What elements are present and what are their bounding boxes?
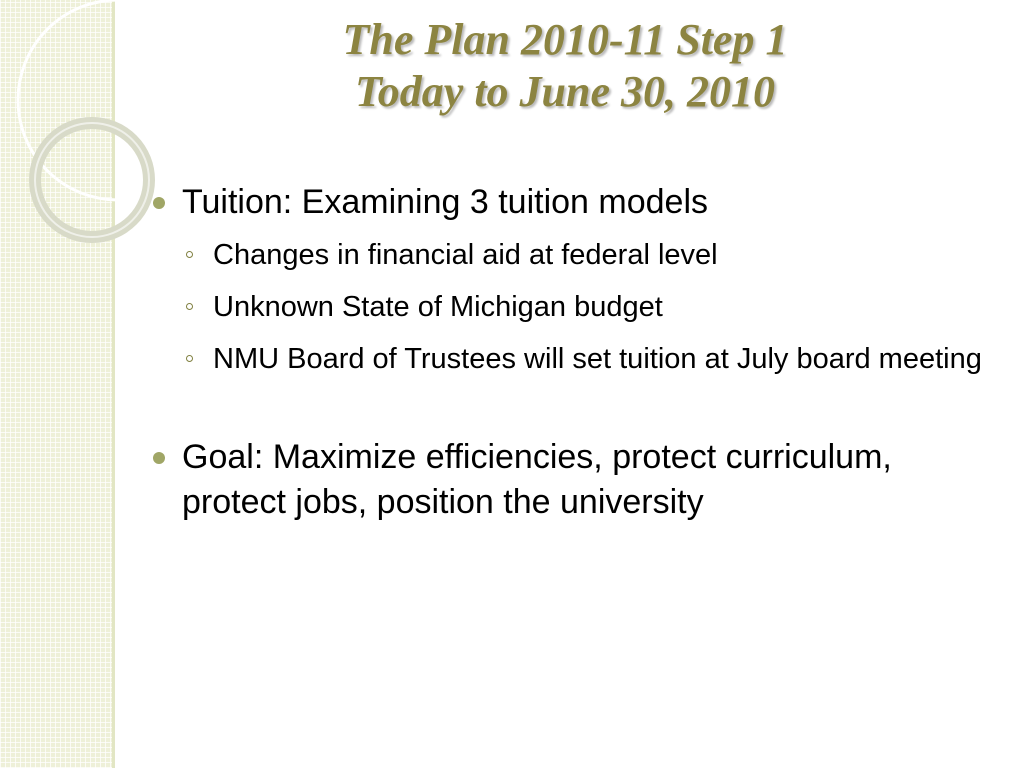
bullet-item-goal [150, 435, 990, 525]
sub-bullet-text: Changes in financial aid at federal level [213, 239, 718, 271]
slide-title [130, 14, 1000, 118]
bullet-dot-icon [153, 452, 165, 464]
sub-bullet-text: NMU Board of Trustees will set tuition at July board meeting [213, 343, 982, 375]
sub-bullet-item [182, 338, 990, 381]
sub-bullet-item [182, 286, 990, 329]
sub-bullet-item [182, 234, 990, 277]
bullet-list [150, 180, 990, 525]
sub-bullet-circle-icon [186, 355, 193, 362]
bullet-dot-icon [153, 197, 165, 209]
sub-bullet-text: Unknown State of Michigan budget [213, 291, 663, 323]
title-line-2: Today to June 30, 2010 [354, 67, 776, 116]
bullet-text: Goal: Maximize efficiencies, protect curriculum, protect jobs, position the university [182, 438, 892, 521]
sub-bullet-circle-icon [186, 303, 193, 310]
bullet-item-tuition [150, 180, 990, 225]
small-ring-highlight [35, 123, 149, 237]
bullet-text: Tuition: Examining 3 tuition models [182, 183, 709, 221]
spacer [150, 381, 990, 435]
title-line-1: The Plan 2010-11 Step 1 [342, 15, 788, 64]
sub-bullet-circle-icon [186, 251, 193, 258]
